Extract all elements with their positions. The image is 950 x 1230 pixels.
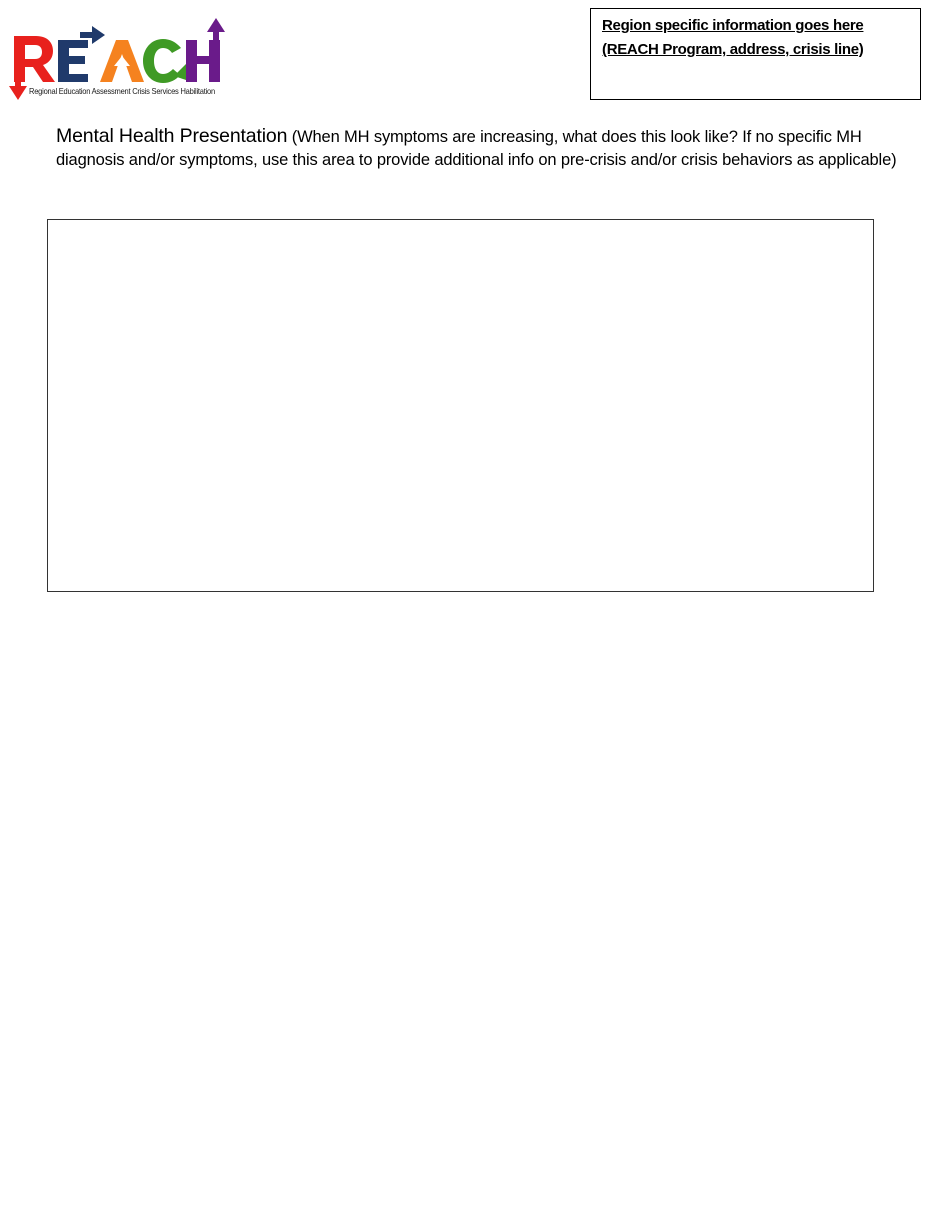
region-info-line-1: Region specific information goes here [602,17,864,34]
region-info-line-2: (REACH Program, address, crisis line) [602,41,864,58]
logo-tagline: Regional Education Assessment Crisis Services Habilitation [29,87,215,96]
mental-health-presentation-entry-box[interactable] [47,219,874,592]
section-heading [56,125,906,172]
section-description: (When MH symptoms are increasing, what does this look like? If no specific MH diagnosis and/or symptoms, use this area to provide additional info on pre-crisis and/or crisis behaviors as applicable) [56,128,897,169]
section-title: Mental Health Presentation [56,125,288,147]
region-info-box [590,8,921,100]
reach-logo [6,18,234,102]
